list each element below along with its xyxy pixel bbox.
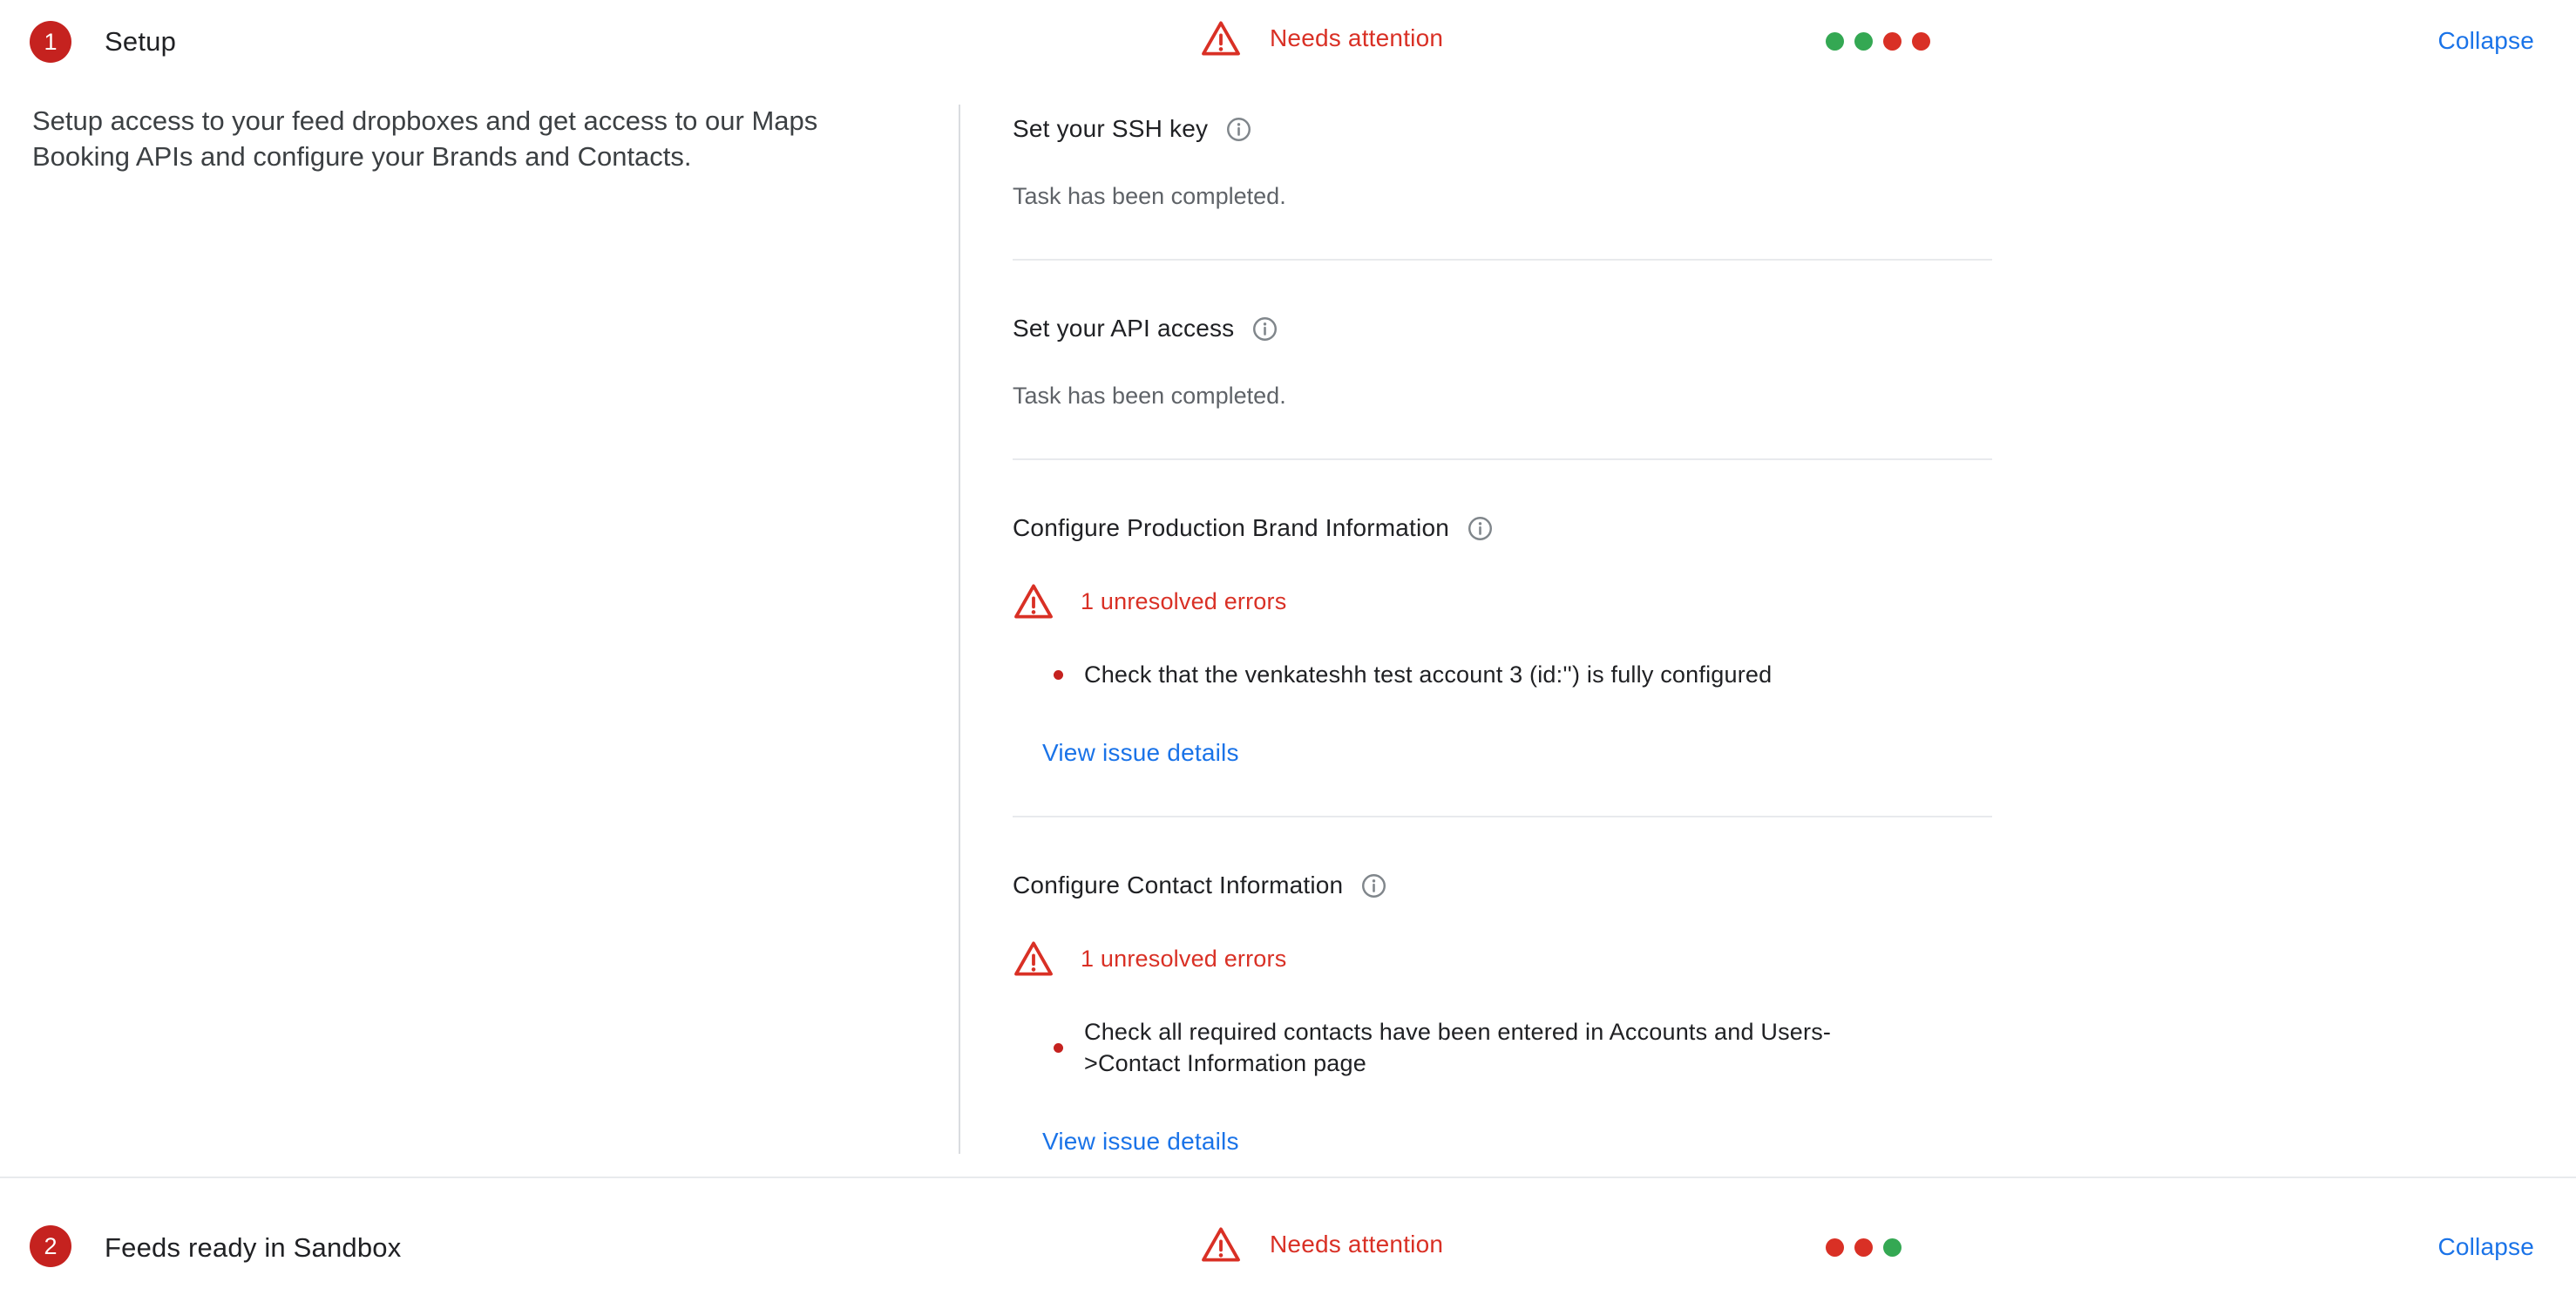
step-2-badge: 2	[30, 1225, 71, 1267]
status-dot-green	[1826, 32, 1844, 51]
info-icon[interactable]	[1251, 315, 1278, 342]
section-1-status	[1200, 19, 1443, 58]
section-1-status-label: Needs attention	[1270, 24, 1444, 51]
section-2-status-label: Needs attention	[1270, 1231, 1444, 1258]
task-title: Set your API access	[1013, 315, 1235, 342]
vertical-divider	[959, 105, 960, 1154]
view-issue-details-link[interactable]: View issue details	[1042, 1128, 1239, 1155]
section-1-status-dots	[1826, 32, 1930, 51]
warning-icon	[1200, 19, 1242, 58]
issue-text: Check that the venkateshh test account 3 (id:'') is fully configured	[1084, 661, 1773, 688]
section-1-title: Setup	[105, 26, 177, 57]
warning-icon	[1013, 582, 1054, 620]
task-status-text: Task has been completed.	[1013, 183, 1286, 209]
task-configure-contact-information	[1013, 817, 1992, 1156]
info-icon[interactable]	[1225, 116, 1252, 143]
section-2-title: Feeds ready in Sandbox	[105, 1232, 402, 1263]
issue-bullet	[1054, 1043, 1063, 1053]
issue-item	[1013, 1016, 1992, 1079]
task-set-ssh-key	[1013, 101, 1992, 261]
issue-text: Check all required contacts have been entered in Accounts and Users->Contact Information page	[1084, 1019, 1832, 1076]
info-icon[interactable]	[1467, 515, 1494, 542]
unresolved-errors-label: 1 unresolved errors	[1081, 945, 1287, 972]
section-2-collapse-link[interactable]: Collapse	[2437, 1233, 2534, 1260]
step-1-badge: 1	[30, 21, 71, 63]
task-set-api-access	[1013, 261, 1992, 460]
section-1-collapse-link[interactable]: Collapse	[2437, 27, 2534, 54]
task-list	[1013, 101, 1992, 1156]
section-2-status	[1200, 1225, 1443, 1264]
section-1-description: Setup access to your feed dropboxes and get access to our Maps Booking APIs and configure your Brands and Contacts.	[32, 105, 818, 172]
status-dot-red	[1883, 32, 1901, 51]
section-2-status-dots	[1826, 1238, 1901, 1257]
task-configure-production-brand	[1013, 460, 1992, 817]
info-icon[interactable]	[1360, 872, 1387, 899]
status-dot-red	[1826, 1238, 1844, 1257]
section-divider	[0, 1177, 2576, 1178]
task-title: Configure Production Brand Information	[1013, 514, 1449, 541]
issue-item	[1013, 659, 1992, 690]
status-dot-red	[1912, 32, 1930, 51]
status-dot-green	[1854, 32, 1873, 51]
unresolved-errors-row	[1013, 582, 1992, 620]
view-issue-details-link[interactable]: View issue details	[1042, 739, 1239, 766]
unresolved-errors-label: 1 unresolved errors	[1081, 587, 1287, 614]
warning-icon	[1013, 939, 1054, 978]
status-dot-green	[1883, 1238, 1901, 1257]
task-status-text: Task has been completed.	[1013, 383, 1286, 409]
status-dot-red	[1854, 1238, 1873, 1257]
task-title: Configure Contact Information	[1013, 871, 1344, 899]
task-title: Set your SSH key	[1013, 115, 1209, 142]
issue-bullet	[1054, 670, 1063, 680]
warning-icon	[1200, 1225, 1242, 1264]
unresolved-errors-row	[1013, 939, 1992, 978]
